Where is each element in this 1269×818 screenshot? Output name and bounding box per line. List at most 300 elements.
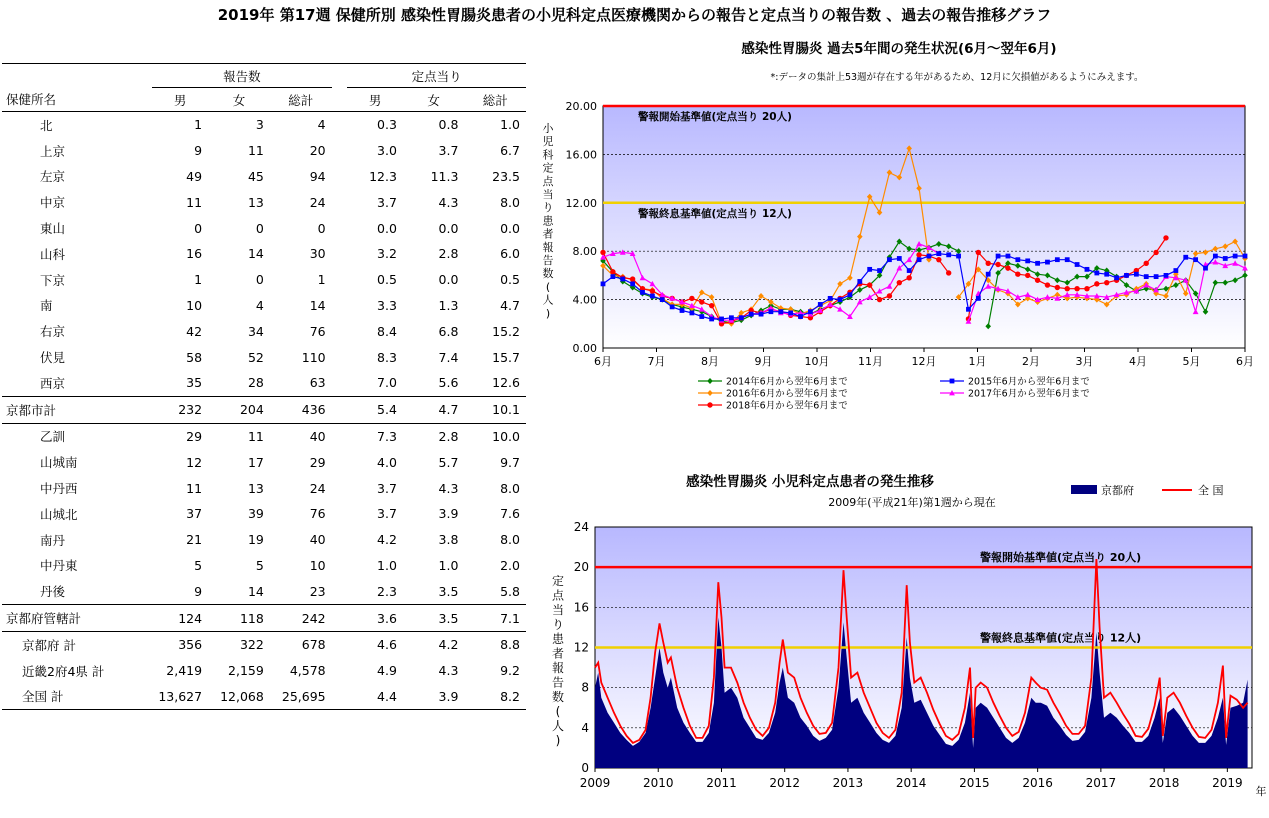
row-value-pf: 4.3 bbox=[438, 480, 459, 496]
table-row bbox=[2, 241, 526, 267]
row-name: 下京 bbox=[40, 272, 66, 288]
x-tick-label: 2011 bbox=[706, 776, 737, 790]
data-point bbox=[906, 275, 911, 280]
data-point bbox=[689, 296, 694, 301]
row-value-pm: 4.6 bbox=[347, 631, 403, 657]
row-value-t: 76 bbox=[309, 323, 326, 339]
data-point bbox=[689, 311, 694, 316]
chart-note: *:データの集計上53週が存在する年があるため、12月に欠損値があるようにみえます。 bbox=[770, 72, 1144, 83]
row-value-m: 9 bbox=[194, 143, 203, 159]
row-value-pt: 6.0 bbox=[500, 246, 520, 262]
row-value-m: 9 bbox=[194, 583, 203, 599]
row-value-pm: 7.3 bbox=[347, 423, 403, 449]
row-name: 山城北 bbox=[40, 506, 78, 522]
row-value-pm: 4.9 bbox=[377, 663, 397, 679]
data-point bbox=[986, 261, 991, 266]
row-value-m: 11 bbox=[186, 480, 203, 496]
table-row bbox=[2, 138, 526, 164]
column-header-name: 保健所名 bbox=[2, 88, 134, 112]
x-tick-label: 4月 bbox=[1129, 355, 1147, 368]
data-point bbox=[966, 307, 971, 312]
row-value-t: 40 bbox=[270, 423, 332, 449]
row-value-pt: 4.7 bbox=[500, 297, 520, 313]
threshold-label: 警報開始基準値(定点当り 20人) bbox=[980, 551, 1142, 565]
row-name: 南丹 bbox=[40, 532, 66, 548]
row-value-t: 436 bbox=[270, 396, 332, 423]
data-point bbox=[1045, 282, 1050, 287]
row-value-pm: 7.0 bbox=[377, 375, 397, 391]
row-value-m: 10 bbox=[186, 297, 203, 313]
x-tick-label: 2017 bbox=[1085, 776, 1117, 790]
row-value-f: 13 bbox=[247, 194, 264, 210]
row-value-t: 40 bbox=[309, 532, 326, 548]
column-header-female: 女 bbox=[208, 88, 270, 112]
row-name: 上京 bbox=[40, 143, 66, 159]
data-point bbox=[1183, 255, 1188, 260]
data-point bbox=[1045, 260, 1050, 265]
row-name: 西京 bbox=[40, 375, 66, 391]
y-tick-label: 20.00 bbox=[565, 100, 597, 113]
row-value-t: 30 bbox=[309, 246, 326, 262]
data-point bbox=[709, 317, 714, 322]
row-value-pf: 3.5 bbox=[403, 605, 465, 632]
data-point bbox=[1114, 275, 1119, 280]
row-value-m: 29 bbox=[152, 423, 208, 449]
data-point bbox=[610, 274, 615, 279]
data-point bbox=[818, 302, 823, 307]
row-value-t: 110 bbox=[301, 349, 326, 365]
row-value-pm: 5.4 bbox=[347, 396, 403, 423]
data-point bbox=[917, 257, 922, 262]
table-row bbox=[2, 449, 526, 475]
row-name: 中京 bbox=[40, 195, 66, 211]
row-value-t: 94 bbox=[309, 168, 326, 184]
x-tick-label: 6月 bbox=[594, 355, 612, 368]
row-value-pm: 12.3 bbox=[369, 168, 397, 184]
data-point bbox=[699, 314, 704, 319]
row-value-m: 232 bbox=[152, 396, 208, 423]
x-tick-label: 2013 bbox=[832, 776, 864, 790]
row-value-m: 49 bbox=[186, 168, 203, 184]
data-point bbox=[1154, 274, 1159, 279]
column-header-per-male: 男 bbox=[347, 88, 403, 112]
row-value-pm: 0.0 bbox=[377, 220, 397, 236]
row-value-m: 37 bbox=[186, 506, 203, 522]
data-point bbox=[1163, 235, 1168, 240]
row-value-pt: 10.0 bbox=[464, 423, 526, 449]
row-value-pt: 2.0 bbox=[500, 557, 520, 573]
table-row bbox=[2, 631, 526, 657]
row-value-t: 678 bbox=[270, 631, 332, 657]
row-name: 中丹東 bbox=[40, 558, 78, 574]
row-value-pm: 3.7 bbox=[377, 506, 397, 522]
data-point bbox=[788, 311, 793, 316]
column-header-per-female: 女 bbox=[403, 88, 465, 112]
table-row bbox=[2, 112, 526, 138]
row-value-pt: 7.1 bbox=[464, 605, 526, 632]
x-tick-label: 2012 bbox=[769, 776, 800, 790]
row-value-pt: 7.6 bbox=[500, 506, 520, 522]
group-header-reports: 報告数 bbox=[152, 64, 331, 88]
chart-subtitle: 2009年(平成21年)第1週から現在 bbox=[828, 496, 996, 509]
table-row bbox=[2, 605, 526, 632]
data-point bbox=[1094, 271, 1099, 276]
data-point bbox=[601, 281, 606, 286]
row-value-f: 11 bbox=[247, 143, 264, 159]
row-value-pf: 1.3 bbox=[438, 297, 459, 313]
row-value-f: 0 bbox=[255, 272, 264, 288]
data-point bbox=[857, 279, 862, 284]
y-tick-label: 8.00 bbox=[572, 245, 597, 259]
data-point bbox=[877, 297, 882, 302]
row-value-f: 34 bbox=[247, 323, 264, 339]
table-row bbox=[2, 684, 526, 710]
row-value-f: 0 bbox=[255, 220, 264, 236]
table-row bbox=[2, 475, 526, 501]
y-tick-label: 0 bbox=[581, 761, 589, 775]
legend-label: 2014年6月から翌年6月まで bbox=[726, 376, 848, 388]
row-value-pt: 12.6 bbox=[492, 375, 520, 391]
row-value-pt: 9.2 bbox=[500, 663, 520, 679]
row-value-f: 45 bbox=[247, 168, 264, 184]
x-tick-label: 3月 bbox=[1075, 355, 1094, 368]
row-name: 北 bbox=[40, 117, 53, 133]
row-name: 伏見 bbox=[40, 350, 66, 366]
y-tick-label: 16 bbox=[573, 600, 589, 615]
row-value-pt: 5.8 bbox=[500, 583, 520, 599]
row-value-pt: 8.0 bbox=[500, 194, 520, 210]
data-point bbox=[1144, 274, 1149, 279]
data-point bbox=[778, 309, 783, 314]
data-point bbox=[1025, 273, 1030, 278]
row-value-pm: 0.5 bbox=[377, 272, 397, 288]
row-value-pf: 11.3 bbox=[430, 168, 459, 184]
row-value-pt: 8.8 bbox=[464, 631, 526, 657]
y-tick-label: 16.00 bbox=[565, 148, 597, 162]
row-value-f: 3 bbox=[255, 117, 264, 133]
data-point bbox=[798, 314, 803, 319]
row-name: 右京 bbox=[40, 324, 66, 340]
row-value-f: 52 bbox=[247, 349, 264, 365]
row-value-pm: 3.7 bbox=[377, 194, 397, 210]
data-point bbox=[828, 296, 833, 301]
row-value-pf: 7.4 bbox=[438, 349, 459, 365]
data-point bbox=[995, 262, 1000, 267]
data-point bbox=[927, 254, 932, 259]
data-point bbox=[848, 292, 853, 297]
table-row bbox=[2, 553, 526, 579]
row-value-pm: 3.7 bbox=[377, 480, 397, 496]
table-row bbox=[2, 164, 526, 190]
data-point bbox=[867, 267, 872, 272]
five-year-chart bbox=[530, 36, 1269, 421]
data-point bbox=[769, 309, 774, 314]
data-point bbox=[610, 269, 615, 274]
data-point bbox=[1203, 266, 1208, 271]
row-value-pt: 9.7 bbox=[500, 454, 520, 470]
row-name: 近畿2府4県 計 bbox=[22, 663, 105, 679]
data-point bbox=[907, 268, 912, 273]
row-name: 山科 bbox=[40, 246, 66, 262]
row-value-m: 0 bbox=[194, 220, 203, 236]
row-value-pf: 4.2 bbox=[403, 631, 465, 657]
row-value-pm: 4.0 bbox=[377, 454, 397, 470]
row-value-f: 2,159 bbox=[228, 663, 264, 679]
row-value-f: 14 bbox=[247, 583, 264, 599]
row-value-f: 204 bbox=[208, 396, 270, 423]
x-tick-label: 2010 bbox=[642, 776, 674, 790]
row-value-pf: 3.5 bbox=[438, 583, 459, 599]
data-point bbox=[1015, 271, 1020, 276]
data-point bbox=[1015, 257, 1020, 262]
row-value-pf: 4.3 bbox=[438, 194, 459, 210]
row-value-pt: 1.0 bbox=[500, 117, 520, 133]
y-tick-label: 0.00 bbox=[572, 342, 597, 355]
row-value-pf: 0.0 bbox=[438, 220, 459, 236]
row-value-pt: 0.5 bbox=[500, 272, 520, 288]
row-value-f: 118 bbox=[208, 605, 270, 632]
data-point bbox=[1173, 268, 1178, 273]
row-value-pm: 3.6 bbox=[347, 605, 403, 632]
x-tick-label: 2018 bbox=[1148, 776, 1180, 790]
table-row bbox=[2, 344, 526, 370]
row-name: 東山 bbox=[40, 221, 66, 237]
data-point bbox=[719, 317, 724, 322]
table-row bbox=[2, 215, 526, 241]
row-name: 左京 bbox=[40, 169, 66, 185]
y-tick-label: 4 bbox=[581, 720, 589, 735]
y-tick-label: 20 bbox=[573, 560, 589, 575]
data-point bbox=[1243, 254, 1248, 259]
row-name: 丹後 bbox=[40, 584, 66, 600]
row-value-m: 124 bbox=[152, 605, 208, 632]
data-point bbox=[916, 252, 921, 257]
legend-swatch bbox=[1071, 485, 1097, 494]
row-value-pm: 1.0 bbox=[377, 557, 397, 573]
data-point bbox=[956, 254, 961, 259]
row-value-pt: 6.7 bbox=[500, 143, 520, 159]
data-point bbox=[670, 304, 675, 309]
data-point bbox=[630, 276, 635, 281]
x-tick-label: 9月 bbox=[754, 355, 773, 368]
x-tick-label: 2014 bbox=[895, 776, 927, 790]
row-value-pt: 23.5 bbox=[492, 168, 520, 184]
row-value-pf: 0.0 bbox=[438, 272, 459, 288]
legend-label: 全 国 bbox=[1198, 484, 1224, 497]
x-tick-label: 2月 bbox=[1022, 355, 1040, 368]
row-value-f: 12,068 bbox=[208, 684, 270, 710]
row-value-pt: 8.0 bbox=[500, 532, 520, 548]
trend-chart bbox=[530, 470, 1269, 818]
data-point bbox=[759, 312, 764, 317]
row-value-f: 11 bbox=[208, 423, 270, 449]
row-value-pt: 10.1 bbox=[464, 396, 526, 423]
chart-title: 感染性胃腸炎 小児科定点患者の発生推移 bbox=[686, 474, 934, 490]
row-value-pf: 2.8 bbox=[403, 423, 465, 449]
row-value-pf: 2.8 bbox=[438, 246, 459, 262]
y-tick-label: 12.00 bbox=[565, 196, 597, 210]
row-value-f: 14 bbox=[247, 246, 264, 262]
data-point bbox=[1223, 256, 1228, 261]
row-value-m: 16 bbox=[186, 246, 203, 262]
x-tick-label: 8月 bbox=[701, 355, 719, 368]
x-tick-label: 2015 bbox=[959, 776, 990, 790]
data-point bbox=[946, 252, 951, 257]
data-point bbox=[1233, 254, 1238, 259]
row-value-t: 20 bbox=[309, 143, 326, 159]
data-point bbox=[887, 293, 892, 298]
threshold-label: 警報終息基準値(定点当り 12人) bbox=[980, 631, 1142, 645]
table-row bbox=[2, 396, 526, 423]
row-value-pf: 4.3 bbox=[438, 663, 459, 679]
data-point bbox=[1134, 272, 1139, 277]
data-point bbox=[936, 257, 941, 262]
row-value-m: 58 bbox=[186, 349, 203, 365]
row-value-m: 2,419 bbox=[166, 663, 203, 679]
row-value-pf: 3.8 bbox=[438, 532, 459, 548]
row-value-pm: 3.3 bbox=[377, 297, 397, 313]
row-value-f: 28 bbox=[247, 375, 264, 391]
x-tick-label: 11月 bbox=[858, 355, 883, 368]
row-value-f: 19 bbox=[247, 532, 264, 548]
row-value-pm: 4.4 bbox=[347, 684, 403, 710]
column-header-male: 男 bbox=[152, 88, 208, 112]
row-value-pf: 1.0 bbox=[438, 557, 459, 573]
row-value-pf: 5.7 bbox=[438, 454, 459, 470]
y-tick-label: 24 bbox=[573, 520, 589, 534]
row-value-t: 76 bbox=[309, 506, 326, 522]
data-point bbox=[1104, 280, 1109, 285]
row-value-t: 4,578 bbox=[289, 663, 326, 679]
data-point bbox=[1006, 254, 1011, 259]
row-value-pt: 8.0 bbox=[500, 480, 520, 496]
y-axis-label: 小児科定点当り患者報告数(人) bbox=[542, 122, 554, 320]
data-point bbox=[729, 315, 734, 320]
row-value-pm: 3.2 bbox=[377, 246, 397, 262]
table-row bbox=[2, 501, 526, 527]
data-point bbox=[660, 297, 665, 302]
row-value-m: 356 bbox=[152, 631, 208, 657]
legend-marker bbox=[950, 379, 955, 384]
x-tick-label: 2009 bbox=[579, 776, 611, 790]
legend-label: 2016年6月から翌年6月まで bbox=[726, 388, 848, 400]
group-header-per-sentinel: 定点当り bbox=[347, 64, 526, 88]
data-point bbox=[838, 297, 843, 302]
data-point bbox=[1193, 257, 1198, 262]
row-value-m: 1 bbox=[194, 117, 203, 133]
data-point bbox=[1124, 273, 1129, 278]
column-header-per-total: 総計 bbox=[464, 88, 526, 112]
legend-label: 2018年6月から翌年6月まで bbox=[726, 400, 848, 412]
data-point bbox=[1035, 278, 1040, 283]
data-point bbox=[936, 251, 941, 256]
row-value-t: 0 bbox=[317, 220, 326, 236]
data-point bbox=[1164, 273, 1169, 278]
x-tick-label: 5月 bbox=[1182, 355, 1201, 368]
table-row bbox=[2, 293, 526, 319]
y-axis-label: 定点当り患者報告数(人) bbox=[551, 574, 565, 748]
row-value-pf: 6.8 bbox=[438, 323, 459, 339]
row-value-t: 24 bbox=[309, 480, 326, 496]
x-axis-label: 年 bbox=[1255, 785, 1267, 798]
table-row bbox=[2, 527, 526, 553]
row-value-pm: 3.0 bbox=[377, 143, 397, 159]
y-tick-label: 12 bbox=[573, 640, 589, 655]
data-point bbox=[699, 299, 704, 304]
data-point bbox=[1153, 250, 1158, 255]
row-value-t: 1 bbox=[317, 272, 326, 288]
row-value-pf: 3.9 bbox=[438, 506, 459, 522]
x-tick-label: 12月 bbox=[911, 355, 937, 368]
row-value-m: 35 bbox=[186, 375, 203, 391]
data-point bbox=[1094, 281, 1099, 286]
row-value-pf: 5.6 bbox=[438, 375, 459, 391]
page-title: 2019年 第17週 保健所別 感染性胃腸炎患者の小児科定点医療機関からの報告と定点当りの報告数 、過去の報告推移グラフ bbox=[217, 6, 1052, 24]
data-point bbox=[1055, 257, 1060, 262]
row-value-pf: 3.9 bbox=[403, 684, 465, 710]
data-point bbox=[808, 309, 813, 314]
table-row bbox=[2, 578, 526, 604]
row-value-t: 14 bbox=[309, 297, 326, 313]
row-value-m: 11 bbox=[186, 194, 203, 210]
data-point bbox=[650, 294, 655, 299]
data-point bbox=[897, 256, 902, 261]
row-value-t: 10 bbox=[309, 557, 326, 573]
data-point bbox=[976, 296, 981, 301]
row-value-pt: 0.0 bbox=[500, 220, 520, 236]
data-point bbox=[709, 303, 714, 308]
data-point bbox=[1213, 254, 1218, 259]
legend-marker bbox=[707, 378, 713, 384]
data-point bbox=[1144, 261, 1149, 266]
table-row bbox=[2, 267, 526, 293]
row-value-t: 4 bbox=[317, 117, 326, 133]
data-point bbox=[1025, 258, 1030, 263]
data-point bbox=[1065, 286, 1070, 291]
row-name: 京都府管轄計 bbox=[2, 605, 152, 632]
threshold-label: 警報開始基準値(定点当り 20人) bbox=[638, 111, 792, 123]
row-value-m: 21 bbox=[186, 532, 203, 548]
x-tick-label: 10月 bbox=[804, 355, 830, 368]
row-value-t: 63 bbox=[309, 375, 326, 391]
data-point bbox=[650, 288, 655, 293]
row-value-m: 12 bbox=[186, 454, 203, 470]
table-row bbox=[2, 423, 526, 449]
column-header-total: 総計 bbox=[270, 88, 332, 112]
row-value-t: 23 bbox=[309, 583, 326, 599]
data-point bbox=[620, 277, 625, 282]
row-value-pm: 0.3 bbox=[377, 117, 397, 133]
table-header-group-row bbox=[2, 64, 526, 88]
data-point bbox=[630, 281, 635, 286]
data-point bbox=[996, 254, 1001, 259]
table-row bbox=[2, 370, 526, 396]
row-name: 山城南 bbox=[40, 455, 78, 471]
row-value-t: 25,695 bbox=[270, 684, 332, 710]
row-value-pm: 8.4 bbox=[377, 323, 397, 339]
row-value-m: 1 bbox=[194, 272, 203, 288]
legend-label: 京都府 bbox=[1101, 484, 1134, 497]
data-point bbox=[1075, 262, 1080, 267]
table-row bbox=[2, 318, 526, 344]
data-point bbox=[680, 308, 685, 313]
data-point bbox=[1085, 267, 1090, 272]
legend-marker bbox=[707, 402, 712, 407]
data-point bbox=[1005, 265, 1010, 270]
row-value-f: 322 bbox=[208, 631, 270, 657]
data-point bbox=[986, 272, 991, 277]
legend-label: 2017年6月から翌年6月まで bbox=[968, 388, 1090, 400]
